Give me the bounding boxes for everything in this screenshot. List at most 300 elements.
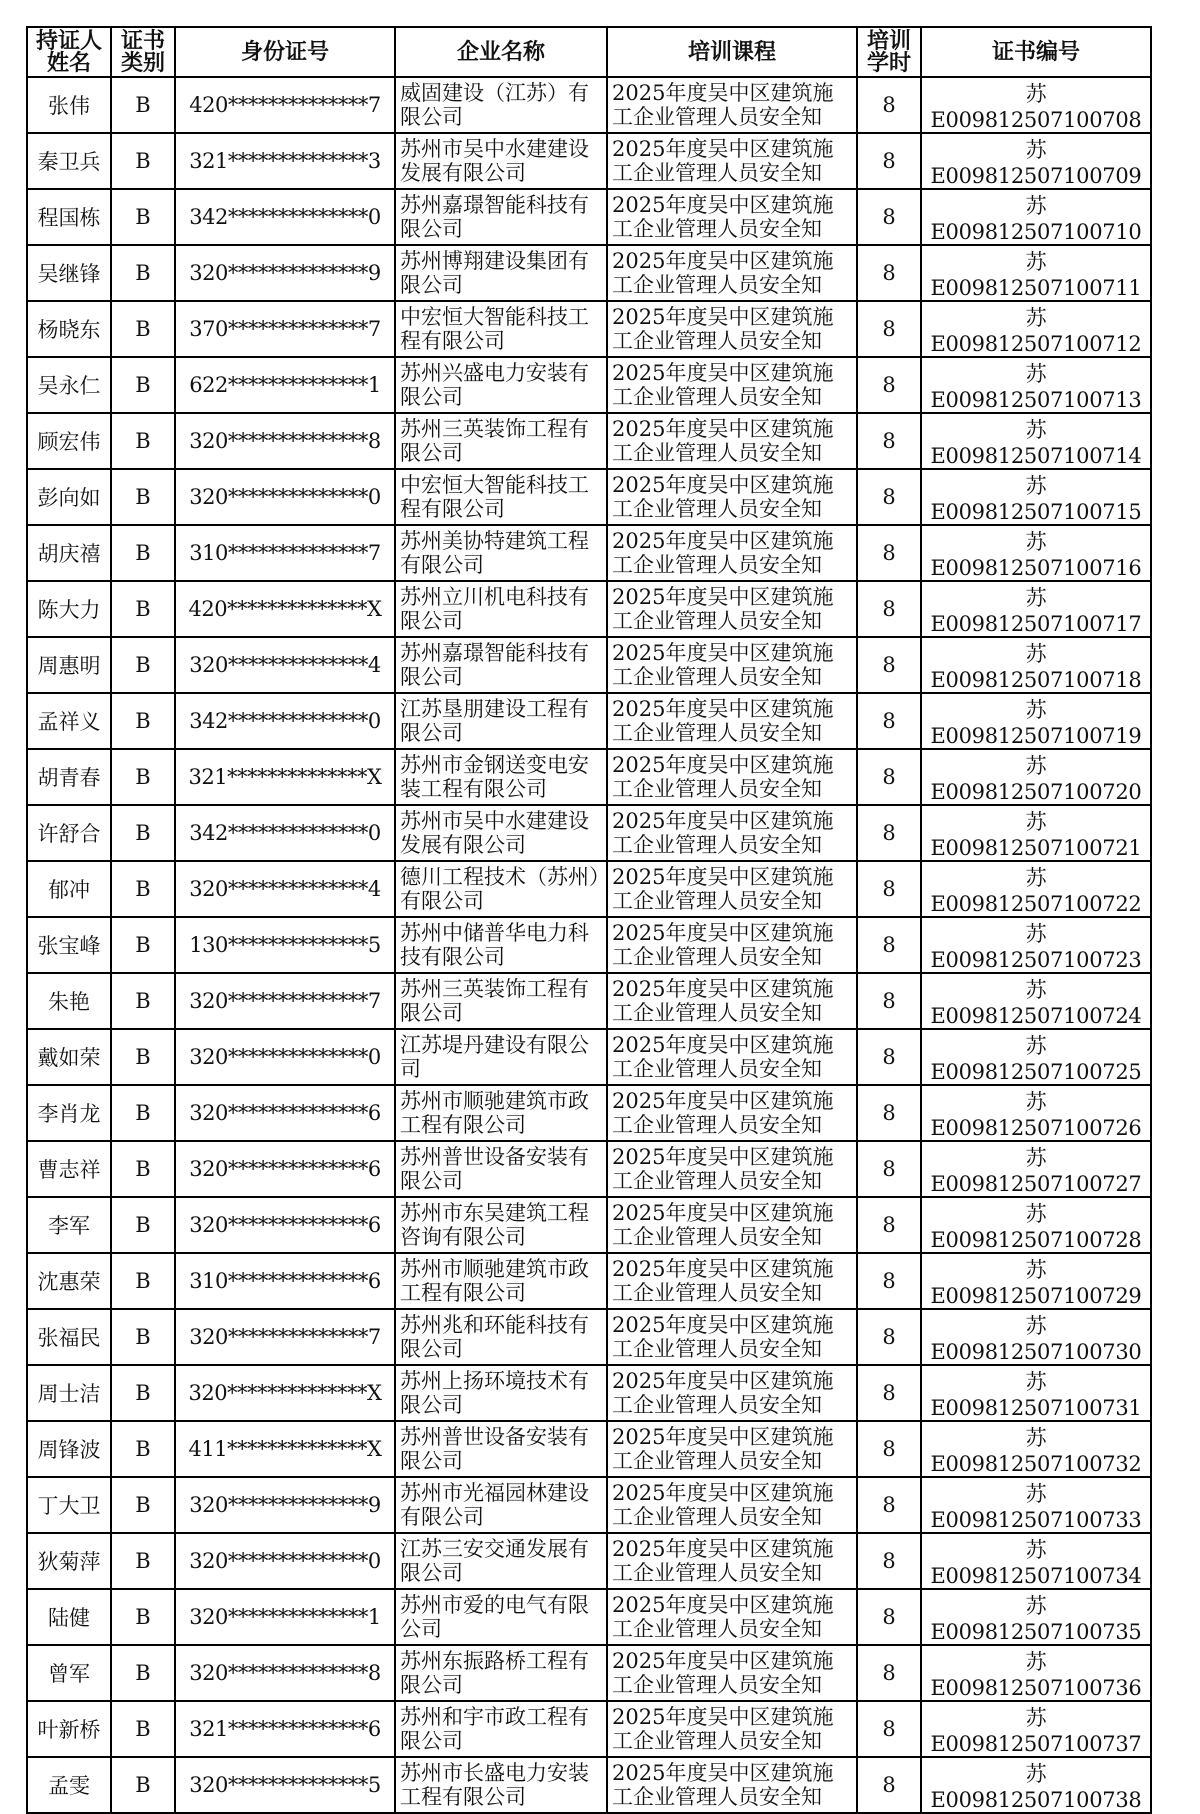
cell-id: 321**************6 (175, 1701, 395, 1757)
cell-company (395, 581, 607, 637)
cell-id: 342**************0 (175, 805, 395, 861)
cell-company-text: 苏州和宇市政工程有限公司 (400, 1705, 589, 1753)
cell-company (395, 1141, 607, 1197)
table-row (27, 469, 1151, 525)
cell-company-text: 威固建设（江苏）有限公司 (400, 81, 589, 129)
cell-company-text: 苏州市顺驰建筑市政工程有限公司 (400, 1257, 589, 1305)
cell-company (395, 413, 607, 469)
cell-cert: 苏E009812507100728 (921, 1197, 1151, 1253)
cell-company (395, 245, 607, 301)
cell-hours: 8 (857, 1029, 921, 1085)
cell-id: 320**************6 (175, 1197, 395, 1253)
cell-hours: 8 (857, 1197, 921, 1253)
cell-id: 320**************X (175, 1365, 395, 1421)
table-row (27, 1589, 1151, 1645)
cell-hours: 8 (857, 77, 921, 133)
cell-cert: 苏E009812507100733 (921, 1477, 1151, 1533)
cell-course-text: 2025年度吴中区建筑施工企业管理人员安全知 (612, 193, 834, 241)
table-row (27, 301, 1151, 357)
cell-company (395, 805, 607, 861)
cell-course (607, 917, 857, 973)
cell-course-text: 2025年度吴中区建筑施工企业管理人员安全知 (612, 1145, 834, 1193)
cell-id: 370**************7 (175, 301, 395, 357)
cell-hours: 8 (857, 133, 921, 189)
cell-course-text: 2025年度吴中区建筑施工企业管理人员安全知 (612, 1761, 834, 1809)
table-row (27, 917, 1151, 973)
cell-id: 420**************X (175, 581, 395, 637)
cell-hours: 8 (857, 413, 921, 469)
table-row (27, 1533, 1151, 1589)
cell-name: 秦卫兵 (27, 133, 111, 189)
cell-category: B (111, 245, 175, 301)
cell-id: 320**************6 (175, 1141, 395, 1197)
cell-course (607, 357, 857, 413)
cell-hours: 8 (857, 1309, 921, 1365)
cell-name: 胡庆禧 (27, 525, 111, 581)
table-row (27, 357, 1151, 413)
cell-name: 李军 (27, 1197, 111, 1253)
cell-company-text: 苏州兆和环能科技有限公司 (400, 1313, 589, 1361)
cell-course-text: 2025年度吴中区建筑施工企业管理人员安全知 (612, 641, 834, 689)
cell-hours: 8 (857, 1589, 921, 1645)
cell-company (395, 973, 607, 1029)
cell-company-text: 苏州市顺驰建筑市政工程有限公司 (400, 1089, 589, 1137)
cell-company-text: 苏州立川机电科技有限公司 (400, 585, 589, 633)
cell-course (607, 189, 857, 245)
cell-cert: 苏E009812507100710 (921, 189, 1151, 245)
cell-cert: 苏E009812507100729 (921, 1253, 1151, 1309)
header-course: 培训课程 (607, 27, 857, 77)
cell-course-text: 2025年度吴中区建筑施工企业管理人员安全知 (612, 865, 834, 913)
cell-cert: 苏E009812507100708 (921, 77, 1151, 133)
header-id: 身份证号 (175, 27, 395, 77)
cell-id: 130**************5 (175, 917, 395, 973)
cell-hours: 8 (857, 469, 921, 525)
cell-company (395, 77, 607, 133)
cell-category: B (111, 1757, 175, 1813)
cell-course-text: 2025年度吴中区建筑施工企业管理人员安全知 (612, 1649, 834, 1697)
cell-name: 李肖龙 (27, 1085, 111, 1141)
cell-course (607, 1533, 857, 1589)
cell-course (607, 1309, 857, 1365)
cell-cert: 苏E009812507100737 (921, 1701, 1151, 1757)
cell-hours: 8 (857, 1253, 921, 1309)
cell-id: 420**************7 (175, 77, 395, 133)
cell-cert: 苏E009812507100712 (921, 301, 1151, 357)
cell-name: 张伟 (27, 77, 111, 133)
cell-course-text: 2025年度吴中区建筑施工企业管理人员安全知 (612, 1705, 834, 1753)
cell-cert: 苏E009812507100719 (921, 693, 1151, 749)
cell-cert: 苏E009812507100715 (921, 469, 1151, 525)
table-body (27, 77, 1151, 1813)
cell-hours: 8 (857, 973, 921, 1029)
cell-id: 411**************X (175, 1421, 395, 1477)
cell-course (607, 861, 857, 917)
cell-company (395, 1421, 607, 1477)
cell-name: 张福民 (27, 1309, 111, 1365)
cell-company (395, 525, 607, 581)
table-row (27, 1253, 1151, 1309)
cell-company (395, 1197, 607, 1253)
cell-company-text: 苏州博翔建设集团有限公司 (400, 249, 589, 297)
cell-course-text: 2025年度吴中区建筑施工企业管理人员安全知 (612, 1369, 834, 1417)
cell-course (607, 1365, 857, 1421)
cell-name: 周士洁 (27, 1365, 111, 1421)
cell-category: B (111, 1701, 175, 1757)
table-row (27, 245, 1151, 301)
cell-company-text: 苏州普世设备安装有限公司 (400, 1425, 589, 1473)
cell-category: B (111, 301, 175, 357)
cell-company-text: 苏州嘉璟智能科技有限公司 (400, 641, 589, 689)
cell-course-text: 2025年度吴中区建筑施工企业管理人员安全知 (612, 1313, 834, 1361)
header-row (27, 27, 1151, 77)
cell-cert: 苏E009812507100727 (921, 1141, 1151, 1197)
cell-company-text: 苏州市金钢送变电安装工程有限公司 (400, 753, 589, 801)
cell-hours: 8 (857, 805, 921, 861)
cell-hours: 8 (857, 1533, 921, 1589)
cell-cert: 苏E009812507100730 (921, 1309, 1151, 1365)
cell-name: 曹志祥 (27, 1141, 111, 1197)
cell-id: 342**************0 (175, 189, 395, 245)
cell-category: B (111, 1477, 175, 1533)
cell-id: 622**************1 (175, 357, 395, 413)
cell-category: B (111, 693, 175, 749)
cell-cert: 苏E009812507100725 (921, 1029, 1151, 1085)
cell-course-text: 2025年度吴中区建筑施工企业管理人员安全知 (612, 1033, 834, 1081)
cell-course-text: 2025年度吴中区建筑施工企业管理人员安全知 (612, 977, 834, 1025)
cell-hours: 8 (857, 749, 921, 805)
cell-cert: 苏E009812507100732 (921, 1421, 1151, 1477)
table-row (27, 1365, 1151, 1421)
cell-hours: 8 (857, 525, 921, 581)
cell-course (607, 637, 857, 693)
cell-cert: 苏E009812507100720 (921, 749, 1151, 805)
cell-course-text: 2025年度吴中区建筑施工企业管理人员安全知 (612, 249, 834, 297)
cell-course-text: 2025年度吴中区建筑施工企业管理人员安全知 (612, 1257, 834, 1305)
cell-course-text: 2025年度吴中区建筑施工企业管理人员安全知 (612, 1089, 834, 1137)
cell-cert: 苏E009812507100709 (921, 133, 1151, 189)
cell-course-text: 2025年度吴中区建筑施工企业管理人员安全知 (612, 473, 834, 521)
cell-name: 彭向如 (27, 469, 111, 525)
cell-category: B (111, 189, 175, 245)
cell-cert: 苏E009812507100717 (921, 581, 1151, 637)
cell-cert: 苏E009812507100711 (921, 245, 1151, 301)
cell-course (607, 245, 857, 301)
table-row (27, 637, 1151, 693)
cell-category: B (111, 1365, 175, 1421)
cell-course-text: 2025年度吴中区建筑施工企业管理人员安全知 (612, 529, 834, 577)
cell-company (395, 1589, 607, 1645)
cell-hours: 8 (857, 245, 921, 301)
cell-cert: 苏E009812507100738 (921, 1757, 1151, 1813)
cell-company (395, 693, 607, 749)
header-category: 证书类别 (111, 27, 175, 77)
cell-course-text: 2025年度吴中区建筑施工企业管理人员安全知 (612, 585, 834, 633)
cell-course (607, 525, 857, 581)
table-row (27, 693, 1151, 749)
cell-category: B (111, 1141, 175, 1197)
cell-name: 胡青春 (27, 749, 111, 805)
cell-name: 孟祥义 (27, 693, 111, 749)
cell-course (607, 1197, 857, 1253)
cell-company (395, 1645, 607, 1701)
cell-id: 320**************8 (175, 1645, 395, 1701)
cell-company-text: 德川工程技术（苏州）有限公司 (400, 865, 600, 913)
cell-category: B (111, 637, 175, 693)
cell-company (395, 1029, 607, 1085)
cell-name: 狄菊萍 (27, 1533, 111, 1589)
cell-name: 周锋波 (27, 1421, 111, 1477)
cell-hours: 8 (857, 581, 921, 637)
cell-course-text: 2025年度吴中区建筑施工企业管理人员安全知 (612, 417, 834, 465)
cell-name: 朱艳 (27, 973, 111, 1029)
cell-hours: 8 (857, 861, 921, 917)
cell-id: 320**************0 (175, 1533, 395, 1589)
table-row (27, 1141, 1151, 1197)
cell-company-text: 苏州中储普华电力科技有限公司 (400, 921, 589, 969)
cell-company-text: 苏州市爱的电气有限公司 (400, 1593, 589, 1641)
table-row (27, 525, 1151, 581)
cell-company (395, 1477, 607, 1533)
cell-id: 320**************0 (175, 1029, 395, 1085)
header-cert: 证书编号 (921, 27, 1151, 77)
cell-course (607, 805, 857, 861)
cell-name: 孟雯 (27, 1757, 111, 1813)
cell-course (607, 1085, 857, 1141)
table-row (27, 1085, 1151, 1141)
cell-cert: 苏E009812507100724 (921, 973, 1151, 1029)
cell-cert: 苏E009812507100723 (921, 917, 1151, 973)
cell-id: 320**************5 (175, 1757, 395, 1813)
cell-category: B (111, 973, 175, 1029)
cell-id: 320**************0 (175, 469, 395, 525)
cell-category: B (111, 1085, 175, 1141)
cell-category: B (111, 525, 175, 581)
cell-company (395, 917, 607, 973)
cell-course-text: 2025年度吴中区建筑施工企业管理人员安全知 (612, 697, 834, 745)
cell-id: 320**************9 (175, 245, 395, 301)
cell-company-text: 江苏堤丹建设有限公司 (400, 1033, 589, 1081)
cell-company-text: 苏州市东吴建筑工程咨询有限公司 (400, 1201, 589, 1249)
cell-course (607, 77, 857, 133)
cell-company-text: 苏州市光福园林建设有限公司 (400, 1481, 589, 1529)
cell-name: 许舒合 (27, 805, 111, 861)
cell-company-text: 苏州市吴中水建建设发展有限公司 (400, 137, 589, 185)
cell-company-text: 苏州三英装饰工程有限公司 (400, 417, 589, 465)
cell-company (395, 301, 607, 357)
cell-id: 320**************6 (175, 1085, 395, 1141)
cell-company-text: 江苏三安交通发展有限公司 (400, 1537, 589, 1585)
cell-company (395, 357, 607, 413)
table-row (27, 1309, 1151, 1365)
cell-company (395, 1309, 607, 1365)
cell-id: 320**************4 (175, 637, 395, 693)
cell-course-text: 2025年度吴中区建筑施工企业管理人员安全知 (612, 1593, 834, 1641)
table-row (27, 189, 1151, 245)
cell-cert: 苏E009812507100734 (921, 1533, 1151, 1589)
cell-company (395, 1253, 607, 1309)
cell-course (607, 1477, 857, 1533)
cell-course-text: 2025年度吴中区建筑施工企业管理人员安全知 (612, 921, 834, 969)
cell-hours: 8 (857, 1645, 921, 1701)
table-row (27, 413, 1151, 469)
cell-id: 320**************8 (175, 413, 395, 469)
cell-category: B (111, 1197, 175, 1253)
cell-category: B (111, 77, 175, 133)
cell-name: 曾军 (27, 1645, 111, 1701)
header-hours: 培训学时 (857, 27, 921, 77)
cell-cert: 苏E009812507100735 (921, 1589, 1151, 1645)
table-row (27, 1197, 1151, 1253)
cell-course-text: 2025年度吴中区建筑施工企业管理人员安全知 (612, 753, 834, 801)
cell-category: B (111, 1421, 175, 1477)
cell-course (607, 1589, 857, 1645)
table-row (27, 1645, 1151, 1701)
cell-cert: 苏E009812507100726 (921, 1085, 1151, 1141)
cell-company (395, 1701, 607, 1757)
cell-course-text: 2025年度吴中区建筑施工企业管理人员安全知 (612, 1481, 834, 1529)
table-row (27, 1477, 1151, 1533)
cell-name: 叶新桥 (27, 1701, 111, 1757)
cell-hours: 8 (857, 1365, 921, 1421)
cell-id: 320**************4 (175, 861, 395, 917)
cell-category: B (111, 133, 175, 189)
cell-hours: 8 (857, 1141, 921, 1197)
cell-category: B (111, 1589, 175, 1645)
cell-hours: 8 (857, 1421, 921, 1477)
cell-company-text: 苏州普世设备安装有限公司 (400, 1145, 589, 1193)
cell-company-text: 苏州市吴中水建建设发展有限公司 (400, 809, 589, 857)
cell-company-text: 苏州美协特建筑工程有限公司 (400, 529, 589, 577)
cell-course (607, 693, 857, 749)
cell-category: B (111, 1645, 175, 1701)
cell-company-text: 苏州嘉璟智能科技有限公司 (400, 193, 589, 241)
cell-course-text: 2025年度吴中区建筑施工企业管理人员安全知 (612, 1537, 834, 1585)
cell-company-text: 苏州上扬环境技术有限公司 (400, 1369, 589, 1417)
cell-course-text: 2025年度吴中区建筑施工企业管理人员安全知 (612, 81, 834, 129)
table-row (27, 749, 1151, 805)
table-row (27, 861, 1151, 917)
cell-course (607, 133, 857, 189)
cell-company-text: 苏州东振路桥工程有限公司 (400, 1649, 589, 1697)
cell-name: 周惠明 (27, 637, 111, 693)
cell-company (395, 1365, 607, 1421)
cell-category: B (111, 413, 175, 469)
cell-company (395, 1757, 607, 1813)
cell-category: B (111, 1029, 175, 1085)
cell-course (607, 973, 857, 1029)
cell-category: B (111, 1309, 175, 1365)
cell-id: 320**************9 (175, 1477, 395, 1533)
cell-company-text: 苏州兴盛电力安装有限公司 (400, 361, 589, 409)
table-row (27, 1029, 1151, 1085)
cell-course (607, 1253, 857, 1309)
cell-category: B (111, 1253, 175, 1309)
cell-course-text: 2025年度吴中区建筑施工企业管理人员安全知 (612, 305, 834, 353)
cell-company (395, 1533, 607, 1589)
cell-course (607, 469, 857, 525)
cell-cert: 苏E009812507100713 (921, 357, 1151, 413)
cell-cert: 苏E009812507100716 (921, 525, 1151, 581)
cell-id: 320**************7 (175, 973, 395, 1029)
table-row (27, 1757, 1151, 1813)
cell-category: B (111, 469, 175, 525)
cell-company-text: 苏州三英装饰工程有限公司 (400, 977, 589, 1025)
cell-category: B (111, 357, 175, 413)
certificate-table (26, 26, 1152, 1814)
table-row (27, 973, 1151, 1029)
cell-id: 342**************0 (175, 693, 395, 749)
table-row (27, 133, 1151, 189)
cell-cert: 苏E009812507100722 (921, 861, 1151, 917)
cell-hours: 8 (857, 1085, 921, 1141)
cell-hours: 8 (857, 917, 921, 973)
cell-cert: 苏E009812507100714 (921, 413, 1151, 469)
header-company: 企业名称 (395, 27, 607, 77)
cell-course (607, 1421, 857, 1477)
cell-company (395, 189, 607, 245)
cell-course (607, 1141, 857, 1197)
cell-hours: 8 (857, 1757, 921, 1813)
cell-id: 321**************3 (175, 133, 395, 189)
header-name: 持证人姓名 (27, 27, 111, 77)
cell-name: 吴继锋 (27, 245, 111, 301)
cell-company (395, 1085, 607, 1141)
cell-id: 310**************6 (175, 1253, 395, 1309)
cell-category: B (111, 749, 175, 805)
cell-cert: 苏E009812507100721 (921, 805, 1151, 861)
cell-name: 陈大力 (27, 581, 111, 637)
cell-id: 320**************1 (175, 1589, 395, 1645)
table-row (27, 1701, 1151, 1757)
cell-company (395, 637, 607, 693)
cell-course (607, 1645, 857, 1701)
cell-course (607, 1701, 857, 1757)
cell-course (607, 1757, 857, 1813)
cell-name: 郁冲 (27, 861, 111, 917)
cell-hours: 8 (857, 301, 921, 357)
cell-cert: 苏E009812507100718 (921, 637, 1151, 693)
cell-course-text: 2025年度吴中区建筑施工企业管理人员安全知 (612, 137, 834, 185)
cell-hours: 8 (857, 357, 921, 413)
cell-company-text: 苏州市长盛电力安装工程有限公司 (400, 1761, 589, 1809)
cell-cert: 苏E009812507100731 (921, 1365, 1151, 1421)
table-row (27, 581, 1151, 637)
cell-hours: 8 (857, 189, 921, 245)
cell-name: 吴永仁 (27, 357, 111, 413)
cell-company-text: 江苏垦朋建设工程有限公司 (400, 697, 589, 745)
cell-course (607, 1029, 857, 1085)
cell-name: 沈惠荣 (27, 1253, 111, 1309)
cell-id: 321**************X (175, 749, 395, 805)
cell-id: 310**************7 (175, 525, 395, 581)
table-row (27, 77, 1151, 133)
cell-company-text: 中宏恒大智能科技工程有限公司 (400, 305, 589, 353)
cell-name: 程国栋 (27, 189, 111, 245)
cell-name: 张宝峰 (27, 917, 111, 973)
cell-category: B (111, 1533, 175, 1589)
cell-course-text: 2025年度吴中区建筑施工企业管理人员安全知 (612, 1201, 834, 1249)
cell-name: 顾宏伟 (27, 413, 111, 469)
cell-hours: 8 (857, 693, 921, 749)
cell-company-text: 中宏恒大智能科技工程有限公司 (400, 473, 589, 521)
cell-hours: 8 (857, 637, 921, 693)
cell-company (395, 133, 607, 189)
cell-category: B (111, 581, 175, 637)
cell-name: 戴如荣 (27, 1029, 111, 1085)
cell-hours: 8 (857, 1701, 921, 1757)
cell-course (607, 413, 857, 469)
